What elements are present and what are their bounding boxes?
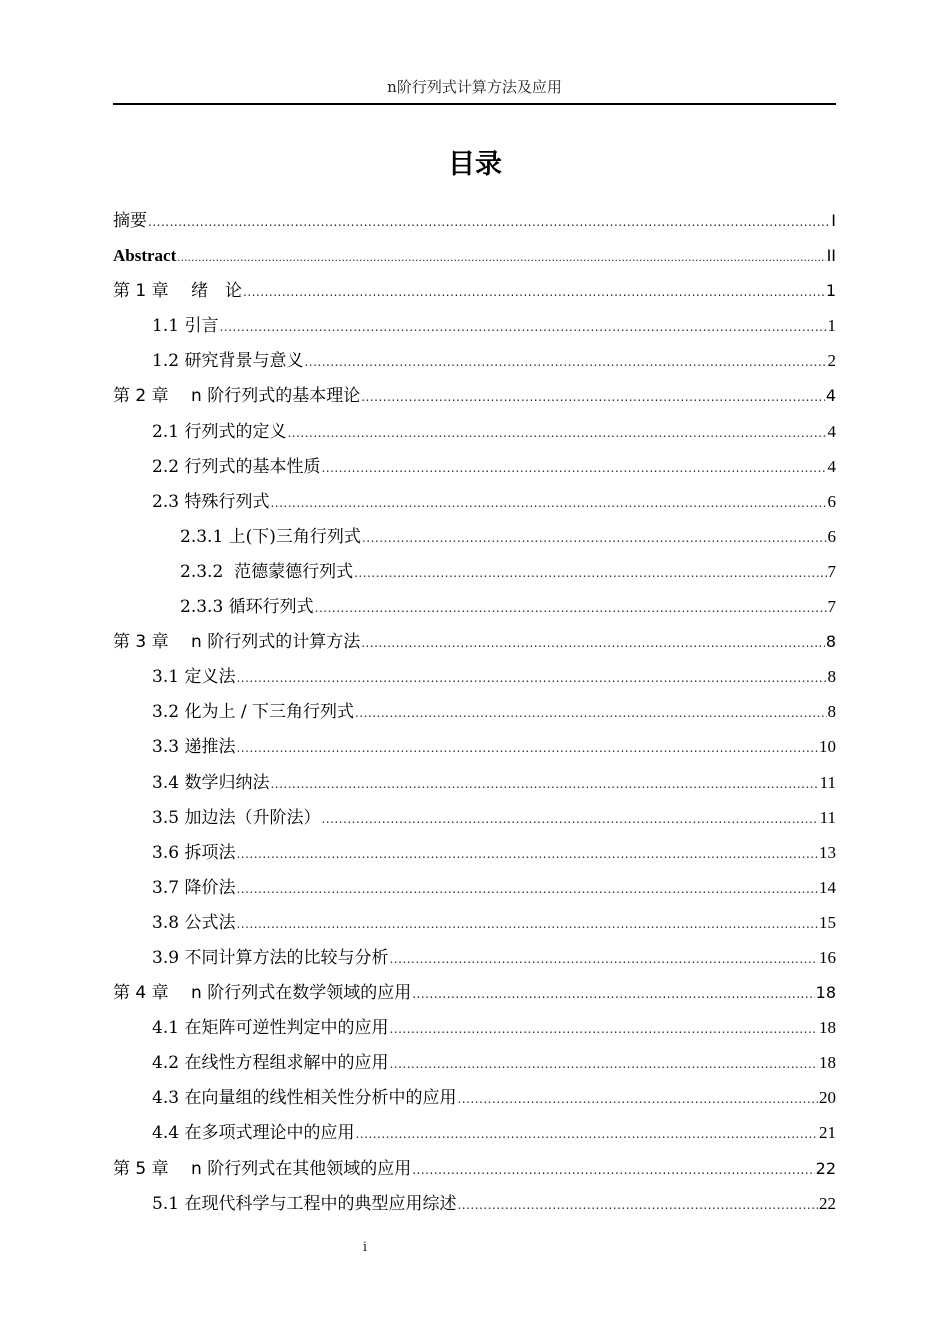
toc-entry[interactable] — [113, 308, 836, 343]
toc-entry-title: 1.2 研究背景与意义 — [152, 351, 304, 372]
toc-entry-title: 3.8 公式法 — [152, 912, 236, 933]
toc-entry[interactable] — [113, 449, 836, 484]
toc-entry-page: 4 — [827, 456, 836, 476]
toc-entry-page: 16 — [819, 947, 836, 967]
toc-entry-page: 8 — [825, 632, 836, 652]
toc-entry[interactable] — [113, 519, 836, 554]
toc-entry-title: 3.2 化为上 / 下三角行列式 — [152, 702, 354, 723]
dot-leader — [457, 1082, 818, 1117]
toc-entry-page: 4 — [827, 421, 836, 441]
toc-entry-title: 5.1 在现代科学与工程中的典型应用综述 — [152, 1193, 457, 1214]
toc-entry-page: 13 — [819, 842, 836, 862]
toc-entry[interactable] — [113, 554, 836, 589]
dot-leader — [457, 1188, 818, 1223]
toc-entry-title: 2.3.1 上(下)三角行列式 — [180, 526, 361, 547]
toc-entry-title: 3.9 不同计算方法的比较与分析 — [152, 947, 389, 968]
dot-leader — [236, 661, 826, 696]
toc-entry[interactable] — [113, 589, 836, 624]
dot-leader — [236, 731, 818, 766]
dot-leader — [243, 275, 825, 310]
toc-entry-title: Abstract — [113, 246, 177, 266]
dot-leader — [361, 380, 825, 415]
toc-entry-page: 14 — [819, 877, 836, 897]
toc-entry-title: 2.1 行列式的定义 — [152, 421, 287, 442]
toc-entry[interactable] — [113, 238, 836, 273]
toc-entry[interactable] — [113, 729, 836, 764]
dot-leader — [355, 1117, 818, 1152]
toc-entry-page: 2 — [827, 351, 836, 371]
toc-entry-page: 15 — [819, 912, 836, 932]
toc-entry-page: 10 — [819, 737, 836, 757]
dot-leader — [354, 556, 826, 591]
toc-entry[interactable] — [113, 378, 836, 413]
dot-leader — [270, 767, 818, 802]
toc-entry-page: 6 — [827, 491, 836, 511]
toc-entry-title: 4.4 在多项式理论中的应用 — [152, 1123, 355, 1144]
toc-entry-title: 4.2 在线性方程组求解中的应用 — [152, 1053, 389, 1074]
toc-entry-page: 4 — [825, 386, 836, 406]
toc-entry[interactable] — [113, 765, 836, 800]
toc-entry-page: 21 — [819, 1123, 836, 1143]
dot-leader — [148, 205, 830, 240]
toc-entry-title: 第 4 章 n 阶行列式在数学领域的应用 — [113, 983, 412, 1004]
toc-entry-title: 1.1 引言 — [152, 316, 219, 337]
toc-entry[interactable] — [113, 940, 836, 975]
toc-entry[interactable] — [113, 484, 836, 519]
toc-entry-page: 18 — [815, 983, 836, 1003]
dot-leader — [236, 837, 818, 872]
toc-entry[interactable] — [113, 624, 836, 659]
toc-entry[interactable] — [113, 835, 836, 870]
toc-entry-page: 6 — [827, 526, 836, 546]
toc-entry-page: 1 — [825, 281, 836, 301]
toc-entry-page: II — [826, 246, 836, 266]
toc-entry-title: 3.7 降价法 — [152, 877, 236, 898]
toc-entry[interactable] — [113, 975, 836, 1010]
dot-leader — [389, 1047, 818, 1082]
toc-entry-title: 3.3 递推法 — [152, 737, 236, 758]
toc-entry-page: 1 — [827, 316, 836, 336]
toc-entry-title: 3.4 数学归纳法 — [152, 772, 270, 793]
toc-entry-title: 2.2 行列式的基本性质 — [152, 456, 321, 477]
toc-entry-title: 第 1 章 绪 论 — [113, 281, 243, 302]
toc-entry-page: 18 — [819, 1018, 836, 1038]
toc-entry-title: 3.6 拆项法 — [152, 842, 236, 863]
toc-entry-page: 7 — [827, 561, 836, 581]
toc-entry-page: 8 — [827, 702, 836, 722]
toc-entry-title: 3.1 定义法 — [152, 667, 236, 688]
dot-leader — [270, 486, 826, 521]
toc-entry[interactable] — [113, 343, 836, 378]
toc-entry-page: 22 — [819, 1193, 836, 1213]
toc-entry-title: 第 2 章 n 阶行列式的基本理论 — [113, 386, 361, 407]
toc-entry-page: 22 — [815, 1158, 836, 1178]
toc-entry-title: 摘要 — [113, 211, 147, 231]
toc-entry[interactable] — [113, 870, 836, 905]
dot-leader — [361, 626, 825, 661]
toc-entry-page: 18 — [819, 1053, 836, 1073]
toc-entry[interactable] — [113, 1186, 836, 1221]
dot-leader — [355, 696, 827, 731]
toc-entry[interactable] — [113, 800, 836, 835]
dot-leader — [389, 942, 818, 977]
toc-entry[interactable] — [113, 1080, 836, 1115]
toc-entry-page: 11 — [819, 807, 836, 827]
toc-entry[interactable] — [113, 1115, 836, 1150]
dot-leader — [315, 591, 827, 626]
dot-leader — [177, 240, 825, 275]
dot-leader — [236, 872, 818, 907]
header-rule — [113, 103, 836, 105]
toc-entry-page: 7 — [827, 597, 836, 617]
toc-entry-title: 3.5 加边法（升阶法） — [152, 807, 321, 828]
toc-entry-page: 11 — [819, 772, 836, 792]
dot-leader — [412, 977, 814, 1012]
toc-entry-title: 2.3.2 范德蒙德行列式 — [180, 561, 354, 582]
toc-entry-title: 第 5 章 n 阶行列式在其他领域的应用 — [113, 1158, 412, 1179]
toc-entry[interactable] — [113, 694, 836, 729]
toc-entry[interactable] — [113, 273, 836, 308]
dot-leader — [412, 1153, 814, 1188]
dot-leader — [236, 907, 818, 942]
toc-entry-title: 2.3 特殊行列式 — [152, 491, 270, 512]
toc-entry[interactable] — [113, 203, 836, 238]
toc-entry-page: 20 — [819, 1088, 836, 1108]
dot-leader — [304, 345, 826, 380]
page-title: 目录 — [448, 149, 502, 180]
running-header: n阶行列式计算方法及应用 — [387, 78, 562, 96]
toc-entry[interactable] — [113, 414, 836, 449]
dot-leader — [321, 451, 826, 486]
dot-leader — [362, 521, 827, 556]
toc-entry-title: 4.3 在向量组的线性相关性分析中的应用 — [152, 1088, 457, 1109]
toc-entry[interactable] — [113, 659, 836, 694]
dot-leader — [321, 802, 818, 837]
toc-entry[interactable] — [113, 1045, 836, 1080]
toc-entry[interactable] — [113, 1151, 836, 1186]
toc-entry[interactable] — [113, 1010, 836, 1045]
toc-entry-page: I — [831, 211, 836, 230]
toc-entry-page: 8 — [827, 667, 836, 687]
table-of-contents — [113, 203, 836, 1221]
page-number: i — [362, 1240, 368, 1255]
toc-entry-title: 第 3 章 n 阶行列式的计算方法 — [113, 632, 361, 653]
dot-leader — [219, 310, 826, 345]
toc-entry-title: 2.3.3 循环行列式 — [180, 597, 314, 618]
dot-leader — [389, 1012, 818, 1047]
dot-leader — [287, 416, 826, 451]
toc-entry[interactable] — [113, 905, 836, 940]
toc-entry-title: 4.1 在矩阵可逆性判定中的应用 — [152, 1018, 389, 1039]
